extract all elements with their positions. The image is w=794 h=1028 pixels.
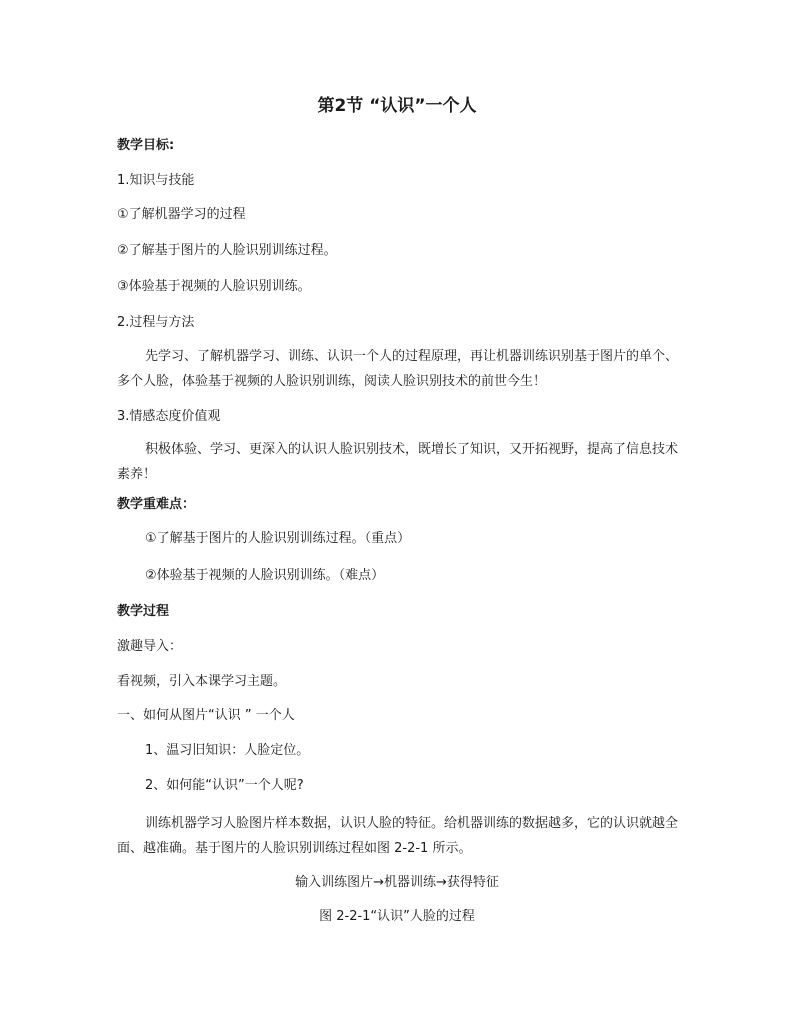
page-title: 第2节 “认识”一个人 [317, 96, 477, 116]
objectives-heading: 教学目标: [117, 138, 175, 153]
flow-text: 输入训练图片→机器训练→获得特征 [295, 875, 499, 890]
list-item: ③体验基于视频的人脸识别训练。 [117, 279, 311, 294]
key-point-item: ①了解基于图片的人脸识别训练过程。（重点） [145, 531, 411, 546]
paragraph-training: 训练机器学习人脸图片样本数据，认识人脸的特征。给机器训练的数据越多，它的认识就越全面、越准确。基于图片的人脸识别训练过程如图 2-2-1 所示。 [117, 816, 679, 856]
part1-heading: 一、如何从图片“认识 ” 一个人 [117, 708, 295, 723]
part1-item: 2、如何能“认识”一个人呢? [145, 778, 304, 793]
section-heading-attitude: 3.情感态度价值观 [117, 409, 221, 424]
intro-label: 激趣导入： [117, 639, 183, 654]
process-heading: 教学过程 [117, 604, 170, 619]
key-points-heading: 教学重难点： [117, 497, 196, 512]
list-item: ②了解基于图片的人脸识别训练过程。 [117, 243, 337, 258]
part1-item: 1、温习旧知识：人脸定位。 [145, 743, 310, 758]
intro-text: 看视频，引入本课学习主题。 [117, 674, 287, 689]
list-item: ①了解机器学习的过程 [117, 207, 246, 222]
section-heading-knowledge: 1.知识与技能 [117, 173, 195, 188]
section-heading-process: 2.过程与方法 [117, 315, 195, 330]
key-point-item: ②体验基于视频的人脸识别训练。（难点） [145, 568, 385, 583]
paragraph-process: 先学习、了解机器学习、训练、认识一个人的过程原理，再让机器训练识别基于图片的单个、多个人脸，体验基于视频的人脸识别训练，阅读人脸识别技术的前世今生！ [117, 349, 679, 389]
paragraph-attitude: 积极体验、学习、更深入的认识人脸识别技术，既增长了知识，又开拓视野，提高了信息技术素养！ [117, 442, 679, 482]
figure-caption: 图 2-2-1“认识”人脸的过程 [319, 909, 475, 924]
